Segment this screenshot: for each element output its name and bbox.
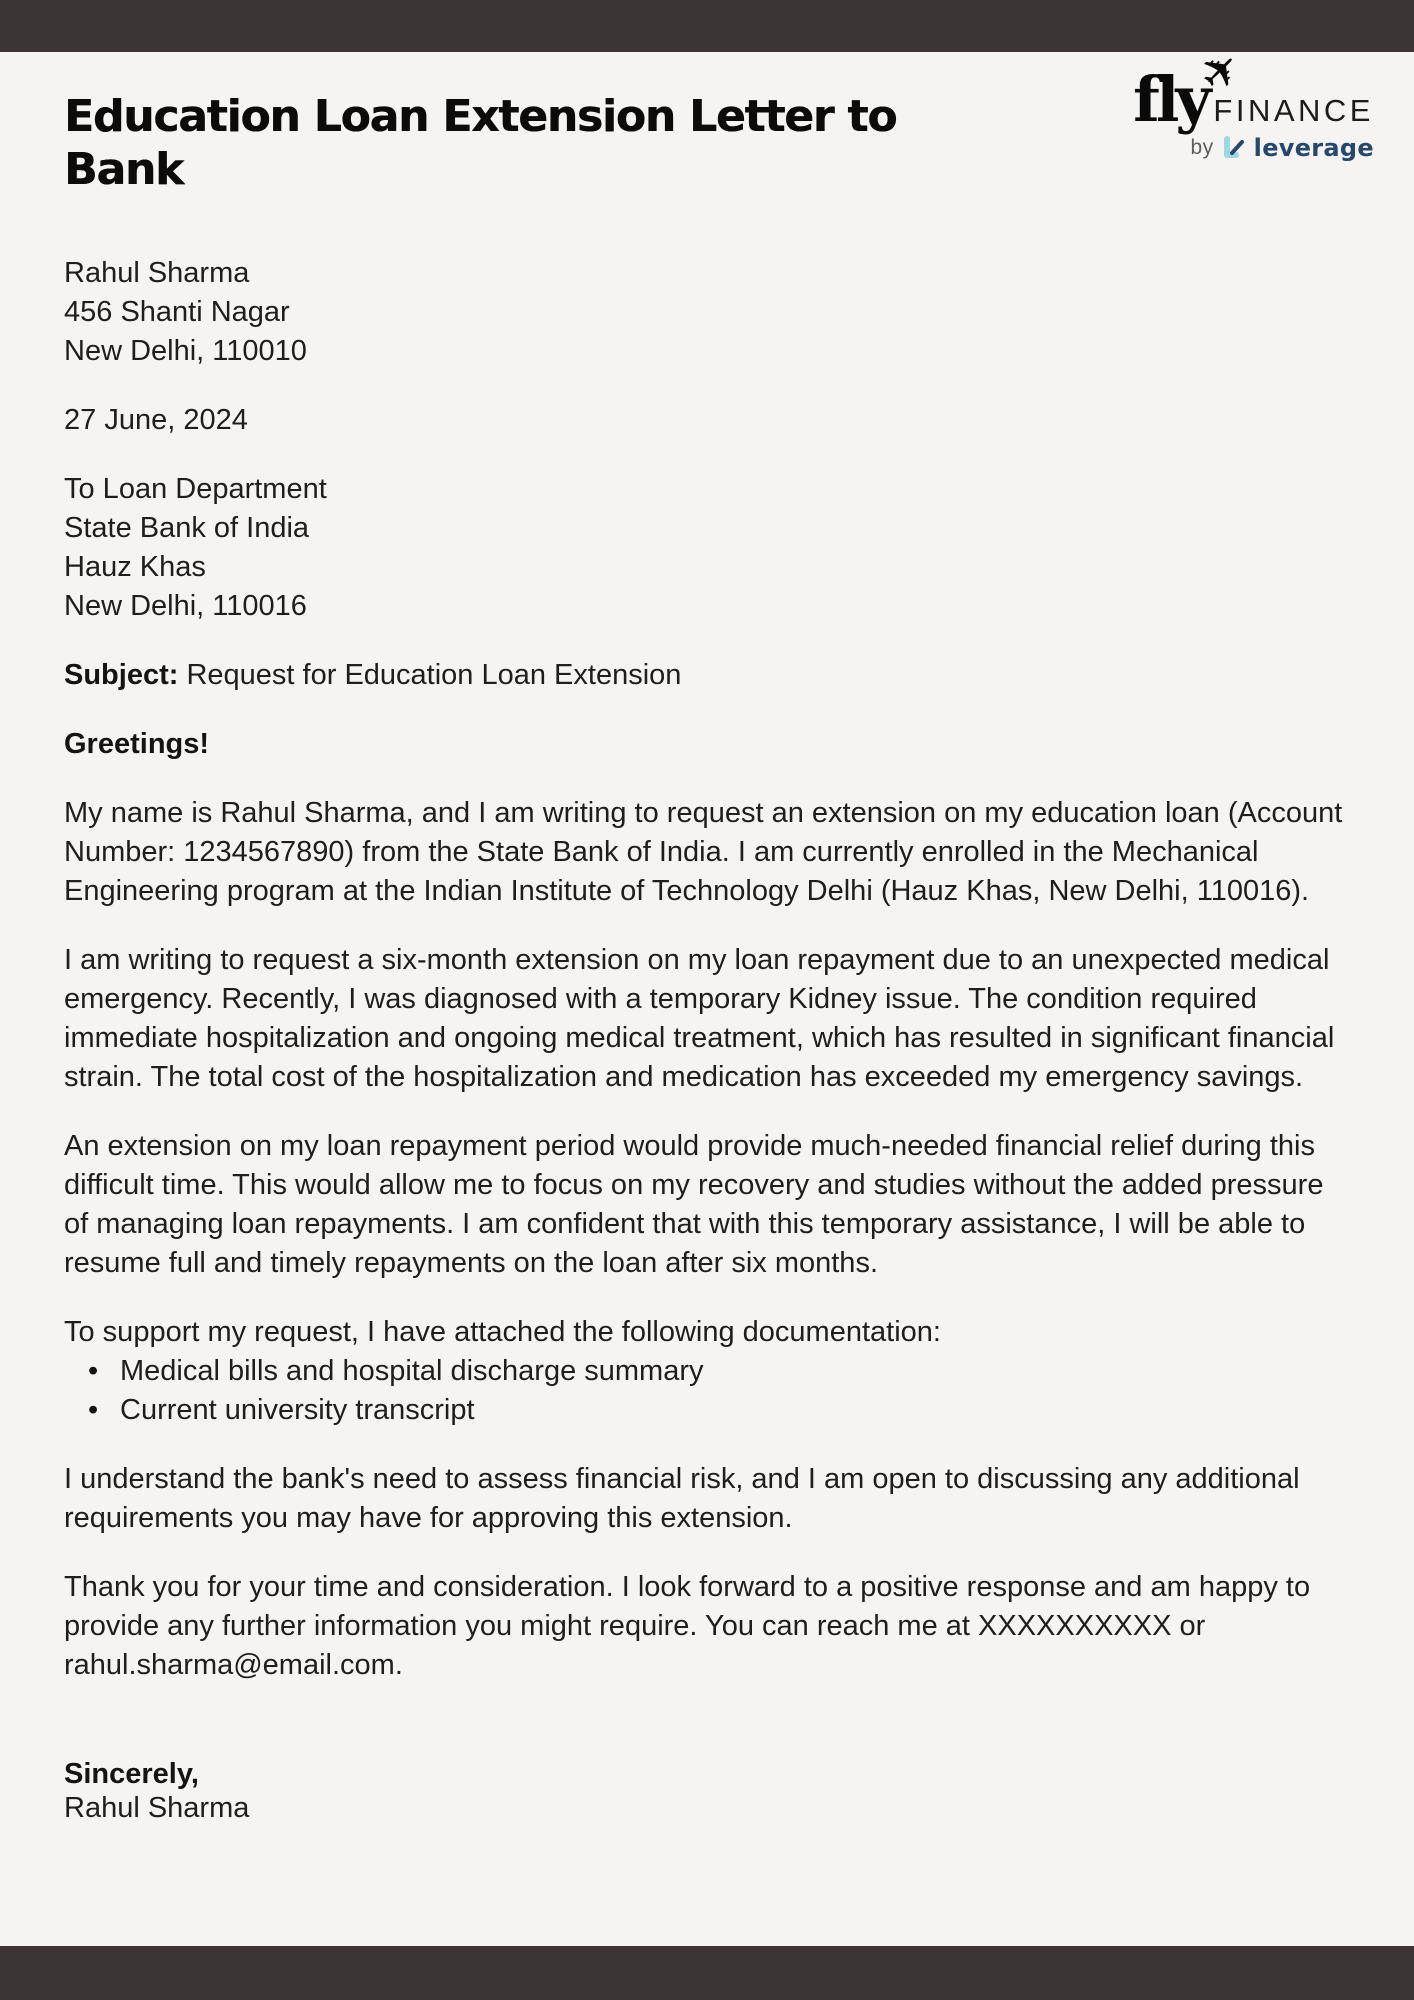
leverage-check-icon xyxy=(1222,136,1246,160)
letter-body xyxy=(64,254,1350,1825)
paragraph-introduction: My name is Rahul Sharma, and I am writing to request an extension on my education loan (Account Number: 1234567890) from the State Bank of India. I am currently enrolled in the Mechanical Engineering program at the Indian Institute of Technology Delhi (Hauz Khas, New Delhi, 110016). xyxy=(64,797,1343,907)
attachment-item-text: Medical bills and hospital discharge summary xyxy=(120,1355,704,1387)
attachment-item-text: Current university transcript xyxy=(120,1394,475,1426)
logo-top-row xyxy=(1133,63,1374,136)
logo-leverage-wordmark: leverage xyxy=(1253,134,1374,162)
list-item xyxy=(88,1391,1350,1430)
airplane-icon: ✈ xyxy=(1188,38,1253,104)
signoff-block xyxy=(64,1757,1350,1825)
paragraph-request-reason: I am writing to request a six-month extension on my loan repayment due to an unexpected medical emergency. Recently, I was diagnosed with a temporary Kidney issue. The condition required immediate hospitalization and ongoing medical treatment, which has resulted in significant financial strain. The total cost of the hospitalization and medication has exceeded my emergency savings. xyxy=(64,944,1335,1093)
paragraph-open-to-discussion: I understand the bank's need to assess financial risk, and I am open to discussing any additional requirements you may have for approving this extension. xyxy=(64,1463,1300,1534)
greeting: Greetings! xyxy=(64,728,210,760)
subject-line xyxy=(64,656,1350,695)
logo-by-text: by xyxy=(1190,136,1214,159)
subject-text: Request for Education Loan Extension xyxy=(186,659,682,691)
bullet-icon: • xyxy=(88,1355,99,1387)
logo-finance-wordmark: FINANCE xyxy=(1213,93,1374,128)
recipient-city: New Delhi, 110016 xyxy=(64,590,307,622)
recipient-address-block xyxy=(64,470,1350,626)
list-item xyxy=(88,1352,1350,1391)
signoff-name: Rahul Sharma xyxy=(64,1792,250,1824)
subject-label: Subject: xyxy=(64,659,179,691)
attachments-intro: To support my request, I have attached the following documentation: xyxy=(64,1316,941,1348)
recipient-area: Hauz Khas xyxy=(64,551,206,583)
attachments-list xyxy=(64,1352,1350,1430)
page-title: Education Loan Extension Letter to Bank xyxy=(64,91,897,195)
logo-fly-wordmark: fly xyxy=(1133,63,1208,136)
sender-address-block xyxy=(64,254,1350,371)
bullet-icon: • xyxy=(88,1394,99,1426)
recipient-department: To Loan Department xyxy=(64,473,327,505)
paragraph-thank-you: Thank you for your time and consideration. I look forward to a positive response and am happy to provide any further information you might require. You can reach me at XXXXXXXXXX or rahul.sharma@email.com. xyxy=(64,1571,1311,1681)
sender-name: Rahul Sharma xyxy=(64,257,250,289)
header xyxy=(64,38,1374,196)
sender-street: 456 Shanti Nagar xyxy=(64,296,290,328)
sender-city: New Delhi, 110010 xyxy=(64,335,307,367)
top-border-bar xyxy=(0,0,1414,52)
bottom-border-bar xyxy=(0,1946,1414,2000)
paragraph-relief-benefit: An extension on my loan repayment period would provide much-needed financial relief during this difficult time. This would allow me to focus on my recovery and studies without the added pressure of managing loan repayments. I am confident that with this temporary assistance, I will be able to resume full and timely repayments on the loan after six months. xyxy=(64,1130,1324,1279)
logo-byline-row xyxy=(1133,134,1374,162)
letter-content xyxy=(0,38,1414,1825)
signoff-label: Sincerely, xyxy=(64,1758,199,1790)
recipient-bank: State Bank of India xyxy=(64,512,310,544)
flyfinance-logo xyxy=(1133,38,1374,162)
letter-date: 27 June, 2024 xyxy=(64,404,248,436)
